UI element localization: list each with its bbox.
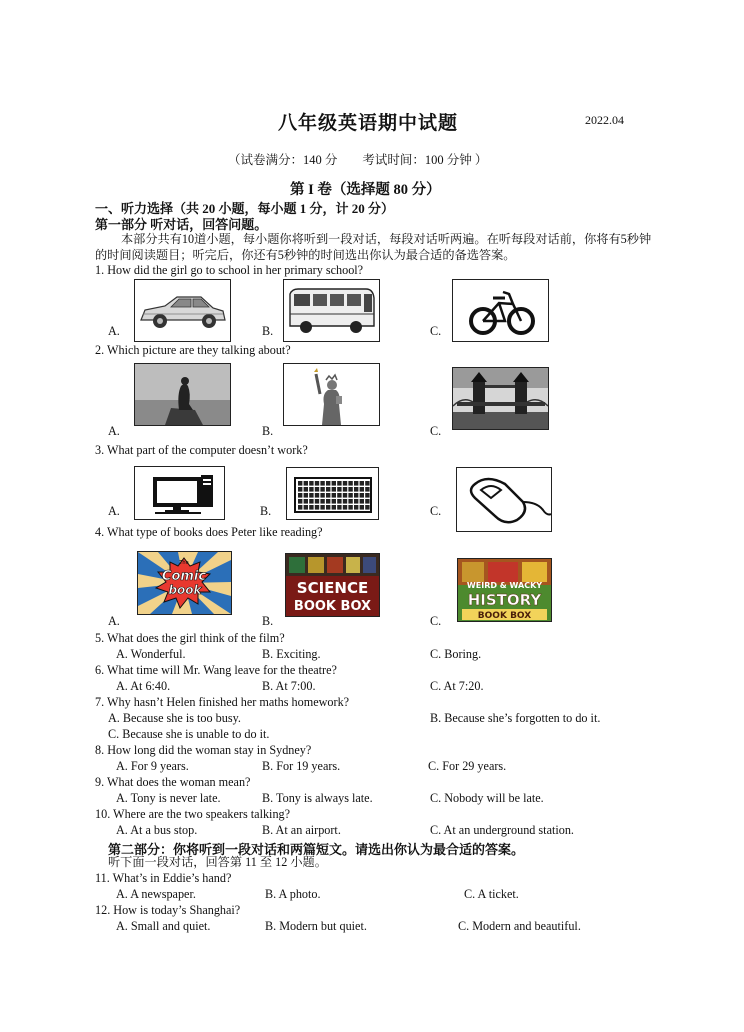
question-6: 6. What time will Mr. Wang leave for the theatre? — [95, 663, 337, 677]
option-2b[interactable]: B. — [262, 424, 274, 438]
question-5: 5. What does the girl think of the film? — [95, 631, 285, 645]
option-5c[interactable]: C. Boring. — [430, 647, 482, 661]
option-6c[interactable]: C. At 7:20. — [430, 679, 484, 693]
question-4: 4. What type of books does Peter like reading? — [95, 525, 323, 539]
option-10c[interactable]: C. At an underground station. — [430, 823, 574, 837]
option-10b[interactable]: B. At an airport. — [262, 823, 341, 837]
option-7c[interactable]: C. Because she is unable to do it. — [108, 727, 270, 741]
science-subtitle-text: BOOK BOX — [293, 599, 372, 614]
option-8b[interactable]: B. For 19 years. — [262, 759, 341, 773]
mermaid-statue-photo — [134, 363, 231, 426]
option-11c[interactable]: C. A ticket. — [464, 887, 519, 901]
option-3b[interactable]: B. — [260, 504, 272, 518]
option-12a[interactable]: A. Small and quiet. — [116, 919, 211, 933]
option-7b[interactable]: B. Because she’s forgotten to do it. — [430, 711, 601, 725]
option-1a[interactable]: A. — [108, 324, 120, 338]
history-book-box-cover — [457, 558, 552, 622]
option-5a[interactable]: A. Wonderful. — [116, 647, 186, 661]
question-11: 11. What’s in Eddie’s hand? — [95, 871, 232, 885]
history-title-text: HISTORY — [467, 591, 542, 609]
question-8: 8. How long did the woman stay in Sydney? — [95, 743, 312, 757]
option-8c[interactable]: C. For 29 years. — [428, 759, 507, 773]
bicycle-icon — [452, 279, 549, 342]
option-11b[interactable]: B. A photo. — [265, 887, 321, 901]
comic-subtitle-text: book — [168, 583, 202, 597]
mouse-icon — [456, 467, 552, 532]
question-7: 7. Why hasn’t Helen finished her maths homework? — [95, 695, 350, 709]
car-icon — [134, 279, 231, 342]
option-8a[interactable]: A. For 9 years. — [116, 759, 189, 773]
comic-book-cover — [137, 551, 232, 615]
tower-bridge-photo — [452, 367, 549, 430]
computer-icon — [134, 466, 225, 520]
option-11a[interactable]: A. A newspaper. — [116, 887, 196, 901]
option-9b[interactable]: B. Tony is always late. — [262, 791, 373, 805]
option-5b[interactable]: B. Exciting. — [262, 647, 321, 661]
option-1b[interactable]: B. — [262, 324, 274, 338]
science-title-text: SCIENCE — [296, 579, 369, 597]
option-2c[interactable]: C. — [430, 424, 442, 438]
page-title: 八年级英语期中试题 — [278, 113, 459, 134]
question-10: 10. Where are the two speakers talking? — [95, 807, 291, 821]
option-1c[interactable]: C. — [430, 324, 442, 338]
keyboard-icon — [286, 467, 379, 520]
option-3c[interactable]: C. — [430, 504, 442, 518]
science-book-box-cover — [285, 553, 380, 617]
option-3a[interactable]: A. — [108, 504, 120, 518]
bus-icon — [283, 279, 380, 342]
section-heading: 一、听力选择（共 20 小题，每小题 1 分，计 20 分） — [95, 201, 395, 216]
question-3: 3. What part of the computer doesn’t work? — [95, 443, 308, 457]
part2-heading: 第二部分：你将听到一段对话和两篇短文。请选出你认为最合适的答案。 — [108, 842, 525, 857]
question-12: 12. How is today’s Shanghai? — [95, 903, 241, 917]
option-4b[interactable]: B. — [262, 614, 274, 628]
part1-instructions: 本部分共有10道小题，每小题你将听到一段对话，每段对话听两遍。在听每段对话前，你将有5秒钟的时间阅读题目；听完后，你还有5秒钟的时间选出你认为最合适的备选答案。 — [95, 232, 652, 262]
exam-info: （试卷满分：140 分 考试时间：100 分钟 ） — [228, 153, 488, 167]
part2-intro: 听下面一段对话，回答第 11 至 12 小题。 — [108, 855, 327, 869]
option-6b[interactable]: B. At 7:00. — [262, 679, 316, 693]
option-4a[interactable]: A. — [108, 614, 120, 628]
question-9: 9. What does the woman mean? — [95, 775, 251, 789]
exam-date: 2022.04 — [585, 113, 624, 127]
option-10a[interactable]: A. At a bus stop. — [116, 823, 198, 837]
option-7a[interactable]: A. Because she is too busy. — [108, 711, 241, 725]
part1-heading: 第一部分 听对话，回答问题。 — [95, 217, 268, 232]
option-2a[interactable]: A. — [108, 424, 120, 438]
question-2: 2. Which picture are they talking about? — [95, 343, 291, 357]
history-subtitle-text: BOOK BOX — [477, 611, 532, 621]
question-1: 1. How did the girl go to school in her primary school? — [95, 263, 364, 277]
comic-top-text: The — [179, 560, 189, 566]
option-12c[interactable]: C. Modern and beautiful. — [458, 919, 581, 933]
volume-heading: 第 I 卷（选择题 80 分） — [290, 182, 441, 198]
option-12b[interactable]: B. Modern but quiet. — [265, 919, 367, 933]
option-9a[interactable]: A. Tony is never late. — [116, 791, 221, 805]
option-6a[interactable]: A. At 6:40. — [116, 679, 171, 693]
comic-title-text: Comic — [161, 569, 207, 584]
history-top-text: WEIRD & WACKY — [466, 581, 543, 590]
option-9c[interactable]: C. Nobody will be late. — [430, 791, 544, 805]
statue-of-liberty-photo — [283, 363, 380, 426]
option-4c[interactable]: C. — [430, 614, 442, 628]
